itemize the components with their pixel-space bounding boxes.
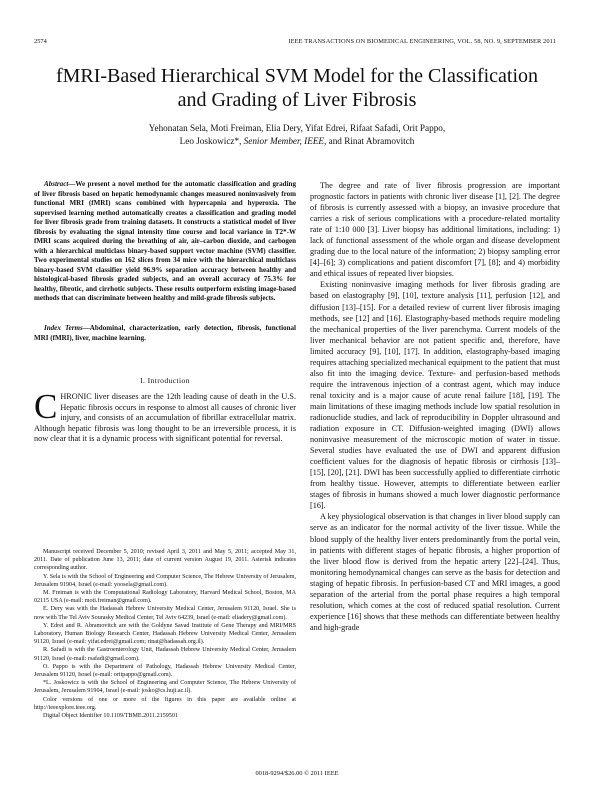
footnote: *L. Joskowicz is with the School of Engineering and Computer Science, The Hebrew University of Jerusalem, Jerusalem 91904, Israel (e-mail: josko@cs.huji.ac.il). xyxy=(34,680,296,695)
index-terms-label: Index Terms xyxy=(44,324,83,332)
footnote: Y. Sela is with the School of Engineering and Computer Science, The Hebrew University of Jerusalem, Jerusalem 91904, Israel (e-mail: yoosela@gmail.com). xyxy=(34,573,296,588)
author-title: Senior Member, IEEE, xyxy=(243,136,327,146)
footnote: Color versions of one or more of the figures in this paper are available online at http://ieeexplore.ieee.org. xyxy=(34,696,296,711)
footnote: Digital Object Identifier 10.1109/TBME.2011.2159501 xyxy=(43,713,178,720)
footnote: Y. Edrei and R. Abramovitch are with the Goldyne Savad Institute of Gene Therapy and MRI/MRS Laboratory, Human Biology Research Center, Hadassah Hebrew University Medical Center, Jerusalem 91120, Israel (e-mail: yifat.edrei@gmail.com; rinat@hadassah.org.il). xyxy=(34,622,296,646)
author-rest: and Rinat Abramovitch xyxy=(326,136,415,146)
footnote: Manuscript received December 5, 2010; revised April 3, 2011 and May 5, 2011; accepted May 31, 2011. Date of publication June 13, 2011; date of current version August 19, 2011. Asterisk indicates corresponding author. xyxy=(34,549,296,572)
introduction-text: HRONIC liver diseases are the 12th leading cause of death in the U.S. Hepatic fibrosis occurs in response to almost all causes of chronic liver injury, and consists of an accumulation of fibrillar extracellular matrix. Although hepatic fibrosis was long thought to be an irreversible process, it is now clear that it is a dynamic process with significant potential for reversal. xyxy=(34,392,296,443)
index-terms xyxy=(34,324,296,343)
section-heading: I. Introduction xyxy=(140,376,190,385)
body-paragraph: The degree and rate of liver fibrosis progression are important prognostic factors in patients with chronic liver disease [1], [2]. The degree of fibrosis is currently assessed with a biopsy, an invasive procedure that carries a risk of serious complications with a procedure-related mortality rate of 1:10 000 [3]. Liver biopsy has additional limitations, including: 1) lack of functional assessment of the whole organ and disease development grading due to the local nature of the information; 2) biopsy sampling error [4]–[6]; 3) complications and patient discomfort [7], [8]; and 4) morbidity and ethical issues of repeated liver biopsies. xyxy=(310,181,560,279)
paper-title: fMRI-Based Hierarchical SVM Model for the Classification and Grading of Liver Fibrosis xyxy=(55,65,539,111)
abstract xyxy=(34,180,296,304)
author-line-2 xyxy=(60,135,534,148)
page-number: 2574 xyxy=(34,38,47,45)
body-paragraph: Existing noninvasive imaging methods for liver fibrosis grading are based on elastography [9], [10], texture analysis [11], perfusion [12], and diffusion [13]–[15]. For a detailed review of current liver fibrosis imaging methods, see [12] and [16]. Elastography-based methods require modeling the mechanical properties of the liver parenchyma. Current models of the liver mechanical behavior are not patient specific and, therefore, have limited accuracy [9], [10], [17]. In addition, elastography-based imaging requires attaching specialized mechanical equipment to the patient that must also fit into the imaging device. Texture- and perfusion-based methods require the intravenous injection of a contrast agent, which may induce renal toxicity and is a major cause of acute renal failure [18], [19]. The main limitations of these imaging methods include low spatial resolution in radionuclide studies, and lack of reproducibility in Doppler ultrasound and radiation exposure in CT. Diffusion-weighted imaging (DWI) allows noninvasive measurement of the microscopic motion of water in tissue. Several studies have evaluated the use of DWI and apparent diffusion coefficient values for the diagnosis of hepatic fibrosis or cirrhosis [13]–[15], [20], [21]. DWI has been successfully applied to differentiate cirrhotic from healthy tissue. However, attempts to differentiate between earlier stages of fibrosis in humans showed a much lower diagnostic performance [16]. xyxy=(310,280,560,511)
author-name-joskowicz: Leo Joskowicz*, xyxy=(179,136,244,146)
index-terms-text: —Abdominal, characterization, early detection, fibrosis, functional MRI (fMRI), liver, machine learning. xyxy=(34,324,296,342)
abstract-label: Abstract xyxy=(44,180,69,188)
right-column xyxy=(310,180,560,633)
footnote: O. Pappo is with the Department of Pathology, Hadassah Hebrew University Medical Center, Jerusalem 91120, Israel (e-mail: oritpappo@gmail.com). xyxy=(34,663,296,679)
author-list xyxy=(60,122,534,148)
footnote: R. Safadi is with the Gastroenterology Unit, Hadassah Hebrew University Medical Center, Jerusalem 91120, Israel (e-mail: rsafadi@gmail.com). xyxy=(34,647,296,662)
drop-cap: C xyxy=(34,387,58,426)
footnotes xyxy=(34,548,296,720)
footnote: E. Dery was with the Hadassah Hebrew University Medical Center, Jerusalem 91120, Israel. She is now with The Tel Aviv Sourasky Medical Center, Tel Aviv 64239, Israel (e-mail: eliadery@gmail.com). xyxy=(34,606,296,621)
abstract-text: —We present a novel method for the automatic classification and grading of liver fibrosis based on hepatic hemodynamic changes measured noninvasively from functional MRI (fMRI) scans combined with hypercapnia and hyperoxia. The supervised learning method automatically creates a classification and grading model for liver fibrosis grade from training datasets. It constructs a statistical model of liver fibrosis by evaluating the signal intensity time course and local variance in T2*-W fMRI scans acquired during the breathing of air, air–carbon dioxide, and carbogen with a hierarchical multiclass binary-based support vector machine (SVM) classifier. Two experimental studies on 162 slices from 34 mice with the hierarchical multiclass binary-based SVM classifier yield 96.9% separation accuracy between healthy and histological-based fibrosis graded subjects, and an overall accuracy of 75.3% for healthy, fibrotic, and cirrhotic subjects. These results outperform existing image-based methods that can discriminate between healthy and mild-grade fibrosis subjects. xyxy=(34,180,296,302)
footnote: M. Freiman is with the Computational Radiology Laboratory, Harvard Medical School, Boston, MA 02115 USA (e-mail: moti.freiman@gmail.com). xyxy=(34,590,296,605)
body-paragraph: A key physiological observation is that changes in liver blood supply can serve as an indicator for the normal activity of the liver tissue. While the blood supply of the healthy liver enters predominantly from the portal vein, in patients with different stages of hepatic fibrosis, a higher proportion of the liver blood flow is derived from the hepatic artery [22]–[24]. Thus, monitoring hemodynamical changes can serve as the basis for detection and staging of hepatic fibrosis. In perfusion-based CT and MRI images, a good separation of the arterial from the portal phase requires a high temporal resolution, which comes at the cost of reduced spatial resolution. Current experience [16] shows that these methods can differentiate between healthy and high-grade xyxy=(310,512,560,632)
copyright-footer: 0018-9294/$26.00 © 2011 IEEE xyxy=(255,770,339,777)
journal-header: IEEE TRANSACTIONS ON BIOMEDICAL ENGINEERING, VOL. 58, NO. 9, SEPTEMBER 2011 xyxy=(288,38,556,45)
introduction-paragraph xyxy=(34,387,296,445)
author-line-1: Yehonatan Sela, Moti Freiman, Elia Dery, Yifat Edrei, Rifaat Safadi, Orit Pappo, xyxy=(148,123,446,133)
